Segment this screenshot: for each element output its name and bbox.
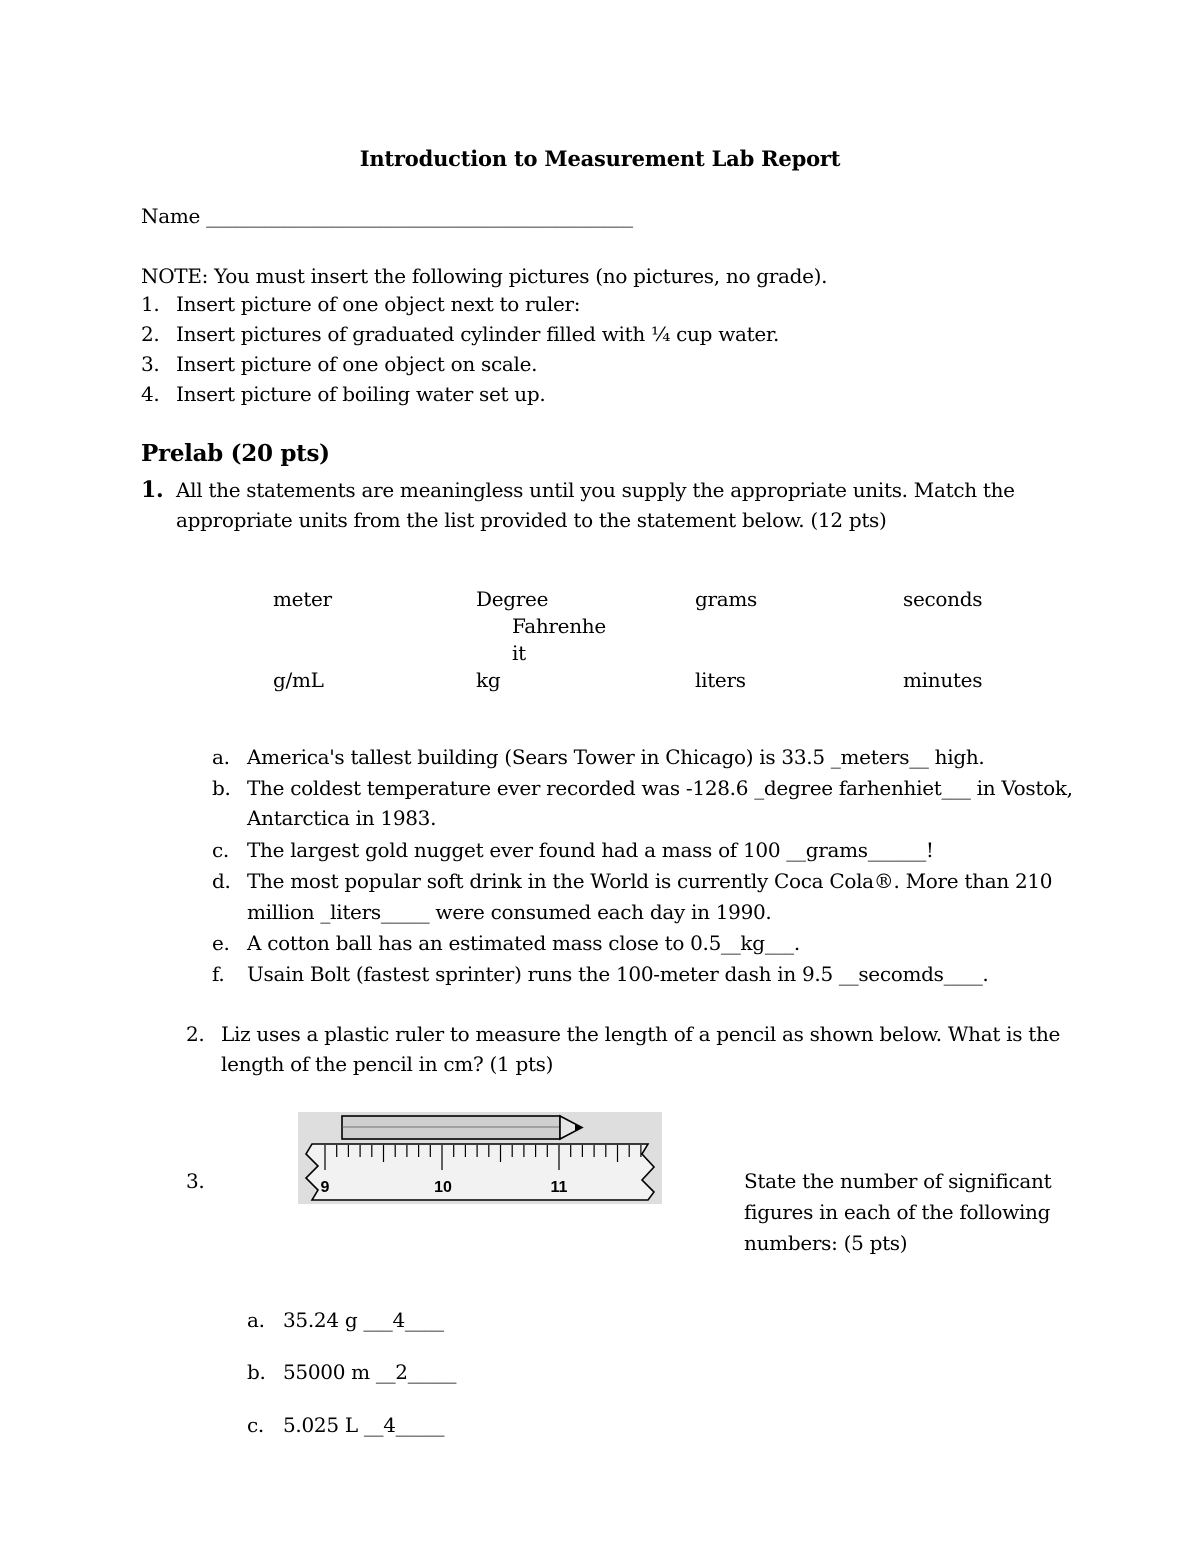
answer-line: Antarctica in 1983. (247, 806, 437, 830)
question-1-number: 1. (141, 477, 164, 503)
ruler-pencil-figure (298, 1112, 662, 1204)
unit-option: meter (273, 587, 332, 611)
answer-letter: b. (212, 776, 231, 800)
question-2-line: Liz uses a plastic ruler to measure the length of a pencil as shown below. What is the (221, 1022, 1061, 1046)
prelab-heading: Prelab (20 pts) (141, 440, 330, 467)
sigfig-letter: c. (247, 1413, 264, 1437)
pencil-icon (342, 1116, 582, 1139)
answer-line: The coldest temperature ever recorded was -128.6 _degree farhenhiet___ in Vostok, (247, 776, 1073, 800)
answer-line: A cotton ball has an estimated mass close to 0.5__kg___. (247, 931, 800, 955)
note-item: Insert picture of one object next to ruler: (176, 292, 581, 316)
note-item-number: 4. (141, 382, 160, 406)
sigfig-item: 55000 m __2_____ (283, 1360, 457, 1384)
answer-letter: d. (212, 869, 231, 893)
sigfig-letter: a. (247, 1308, 265, 1332)
question-3-number: 3. (186, 1169, 205, 1193)
ruler-icon (306, 1144, 654, 1200)
question-3-line: numbers: (5 pts) (744, 1231, 908, 1255)
question-2-line: length of the pencil in cm? (1 pts) (221, 1052, 554, 1076)
ruler-label: 9 (320, 1179, 330, 1196)
note-item-number: 3. (141, 352, 160, 376)
note-item: Insert pictures of graduated cylinder filled with ¼ cup water. (176, 322, 780, 346)
note-item: Insert picture of boiling water set up. (176, 382, 546, 406)
ruler-label: 10 (434, 1179, 452, 1196)
unit-option: Degree (476, 587, 549, 611)
answer-line: The largest gold nugget ever found had a mass of 100 __grams______! (247, 838, 934, 862)
answer-letter: c. (212, 838, 229, 862)
question-2-number: 2. (186, 1022, 205, 1046)
unit-option-wrap: it (512, 641, 526, 665)
unit-option: liters (695, 668, 746, 692)
document-title: Introduction to Measurement Lab Report (359, 146, 841, 171)
name-field: Name ____________________________________________ (141, 204, 633, 228)
sigfig-item: 5.025 L __4_____ (283, 1413, 445, 1437)
unit-option: kg (476, 668, 501, 692)
note-item-number: 2. (141, 322, 160, 346)
unit-option-wrap: Fahrenhe (512, 614, 606, 638)
question-1-line: appropriate units from the list provided to the statement below. (12 pts) (176, 508, 887, 532)
sigfig-item: 35.24 g ___4____ (283, 1308, 444, 1332)
answer-letter: e. (212, 931, 230, 955)
question-1-line: All the statements are meaningless until you supply the appropriate units. Match the (176, 478, 1015, 502)
note-item: Insert picture of one object on scale. (176, 352, 538, 376)
unit-option: g/mL (273, 668, 324, 692)
question-3-line: figures in each of the following (744, 1200, 1051, 1224)
answer-line: Usain Bolt (fastest sprinter) runs the 100-meter dash in 9.5 __secomds____. (247, 962, 989, 986)
note-item-number: 1. (141, 292, 160, 316)
unit-option: grams (695, 587, 758, 611)
note-intro: NOTE: You must insert the following pictures (no pictures, no grade). (141, 264, 828, 288)
answer-line: The most popular soft drink in the World is currently Coca Cola®. More than 210 (247, 869, 1053, 893)
unit-option: minutes (903, 668, 983, 692)
unit-option: seconds (903, 587, 983, 611)
answer-line: America's tallest building (Sears Tower in Chicago) is 33.5 _meters__ high. (247, 745, 985, 769)
ruler-label: 11 (550, 1179, 568, 1196)
answer-line: million _liters_____ were consumed each day in 1990. (247, 900, 772, 924)
question-3-line: State the number of significant (744, 1169, 1052, 1193)
sigfig-letter: b. (247, 1360, 266, 1384)
answer-letter: f. (212, 962, 225, 986)
answer-letter: a. (212, 745, 230, 769)
